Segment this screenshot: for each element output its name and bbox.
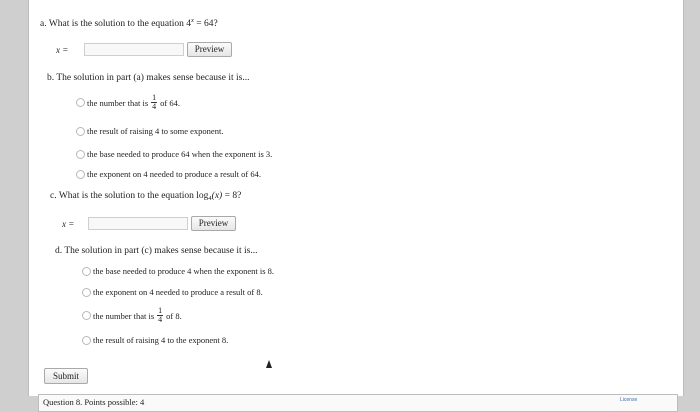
part-b-option-2[interactable]: the result of raising 4 to some exponent. <box>76 126 223 136</box>
part-d-option-3[interactable]: the number that is $\frac{1}{4}$ of 8. <box>82 307 182 324</box>
part-b-question: b. The solution in part (a) makes sense because it is... <box>47 73 250 83</box>
fraction: $\frac{1}{4}$ <box>158 306 163 324</box>
radio-icon[interactable] <box>82 311 91 320</box>
part-d-option-4[interactable]: the result of raising 4 to the exponent 8. <box>82 335 228 345</box>
part-a-question: a. What is the solution to the equation $4^x = 64$? <box>40 17 218 29</box>
part-a-input-label: x = <box>56 45 69 55</box>
radio-icon[interactable] <box>76 127 85 136</box>
radio-icon[interactable] <box>82 267 91 276</box>
part-d-option-1[interactable]: the base needed to produce 4 when the exponent is 8. <box>82 266 274 276</box>
radio-icon[interactable] <box>76 170 85 179</box>
part-d-question: d. The solution in part (c) makes sense because it is... <box>55 246 258 256</box>
part-b-option-3[interactable]: the base needed to produce 64 when the exponent is 3. <box>76 149 272 159</box>
radio-icon[interactable] <box>76 150 85 159</box>
radio-icon[interactable] <box>76 98 85 107</box>
fraction: $\frac{1}{4}$ <box>152 93 157 111</box>
part-b-option-4[interactable]: the exponent on 4 needed to produce a result of 64. <box>76 169 261 179</box>
part-b-option-1[interactable]: the number that is $\frac{1}{4}$ of 64. <box>76 94 180 111</box>
submit-button[interactable]: Submit <box>44 368 88 384</box>
license-link[interactable]: License <box>620 397 638 403</box>
part-c-input-label: x = <box>62 219 75 229</box>
radio-icon[interactable] <box>82 336 91 345</box>
question-footer: Question 8. Points possible: 4 <box>38 394 678 412</box>
radio-icon[interactable] <box>82 288 91 297</box>
part-a-preview-button[interactable]: Preview <box>187 42 232 57</box>
part-d-option-2[interactable]: the exponent on 4 needed to produce a result of 8. <box>82 287 263 297</box>
part-a-answer-input[interactable] <box>84 43 184 56</box>
mouse-cursor-icon <box>266 360 272 368</box>
part-c-preview-button[interactable]: Preview <box>191 216 236 231</box>
part-c-answer-input[interactable] <box>88 217 188 230</box>
part-c-question: c. What is the solution to the equation $\log_4(x) = 8$? <box>50 191 242 202</box>
